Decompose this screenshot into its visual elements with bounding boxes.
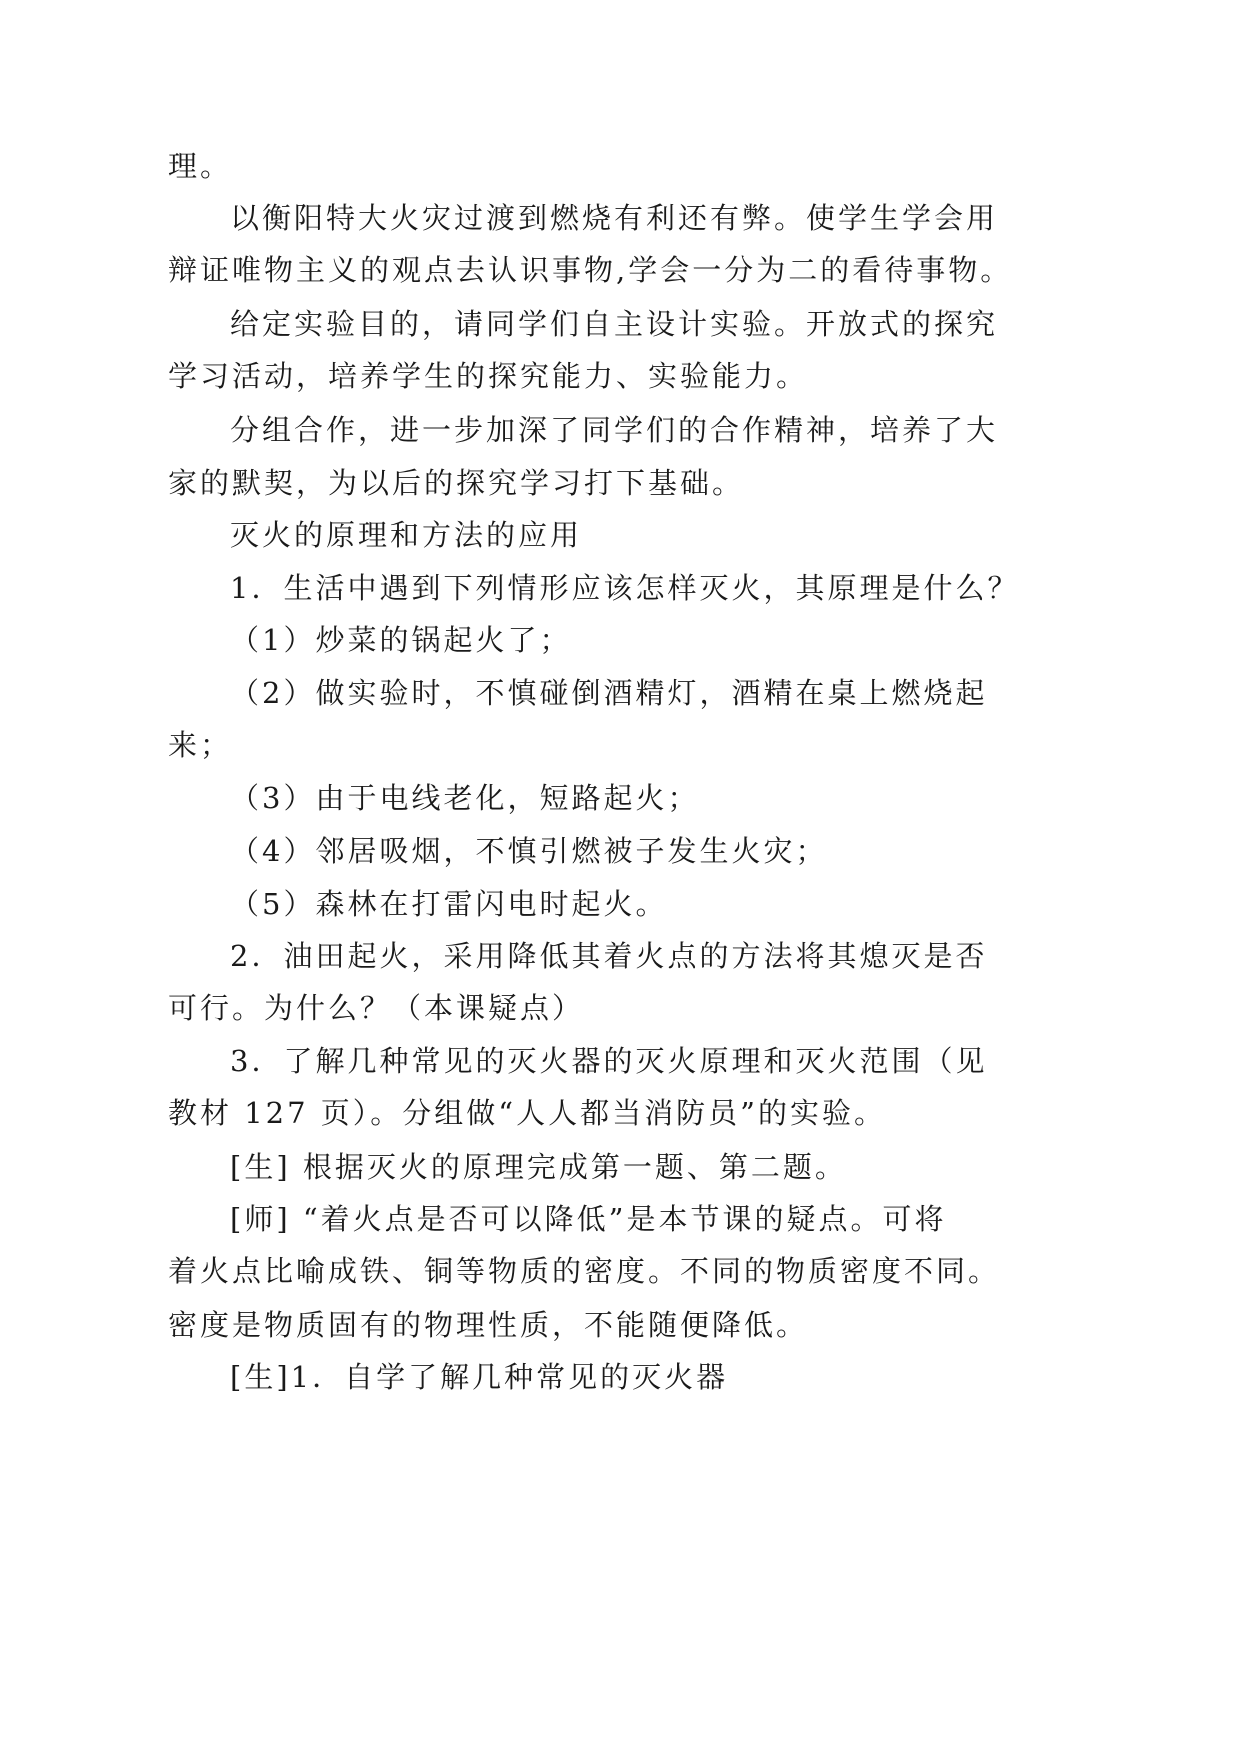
text-line: [生]1．自学了解几种常见的灭火器 bbox=[230, 1360, 729, 1394]
text-line: 分组合作，进一步加深了同学们的合作精神，培养了大 bbox=[230, 413, 999, 447]
text-line: （3）由于电线老化，短路起火； bbox=[230, 781, 700, 815]
text-line: [生] 根据灭火的原理完成第一题、第二题。 bbox=[230, 1150, 847, 1184]
text-line: 辩证唯物主义的观点去认识事物,学会一分为二的看待事物。 bbox=[168, 253, 1013, 287]
text-line: （2）做实验时，不慎碰倒酒精灯，酒精在桌上燃烧起 bbox=[230, 676, 988, 710]
text-line: 2．油田起火，采用降低其着火点的方法将其熄灭是否 bbox=[230, 939, 988, 973]
text-line: [师] “着火点是否可以降低”是本节课的疑点。可将 bbox=[230, 1202, 947, 1236]
text-line: 着火点比喻成铁、铜等物质的密度。不同的物质密度不同。 bbox=[168, 1254, 1001, 1288]
text-line: 家的默契，为以后的探究学习打下基础。 bbox=[168, 466, 745, 500]
text-line: 给定实验目的，请同学们自主设计实验。开放式的探究 bbox=[230, 307, 999, 341]
text-line: （4）邻居吸烟，不慎引燃被子发生火灾； bbox=[230, 834, 828, 868]
text-line: 灭火的原理和方法的应用 bbox=[230, 518, 583, 552]
text-line: 以衡阳特大火灾过渡到燃烧有利还有弊。使学生学会用 bbox=[230, 201, 999, 235]
text-line: 3．了解几种常见的灭火器的灭火原理和灭火范围（见 bbox=[230, 1044, 988, 1078]
text-line: 1．生活中遇到下列情形应该怎样灭火，其原理是什么？ bbox=[230, 571, 1020, 605]
text-line: 来； bbox=[168, 728, 233, 762]
text-line: 可行。为什么？（本课疑点） bbox=[168, 991, 585, 1025]
text-line: 理。 bbox=[168, 149, 233, 183]
text-line: （5）森林在打雷闪电时起火。 bbox=[230, 887, 668, 921]
text-line: （1）炒菜的锅起火了； bbox=[230, 623, 572, 657]
text-line: 密度是物质固有的物理性质，不能随便降低。 bbox=[168, 1308, 809, 1342]
text-line: 学习活动，培养学生的探究能力、实验能力。 bbox=[168, 359, 809, 393]
text-line: 教材 127 页）。分组做“人人都当消防员”的实验。 bbox=[168, 1096, 886, 1130]
